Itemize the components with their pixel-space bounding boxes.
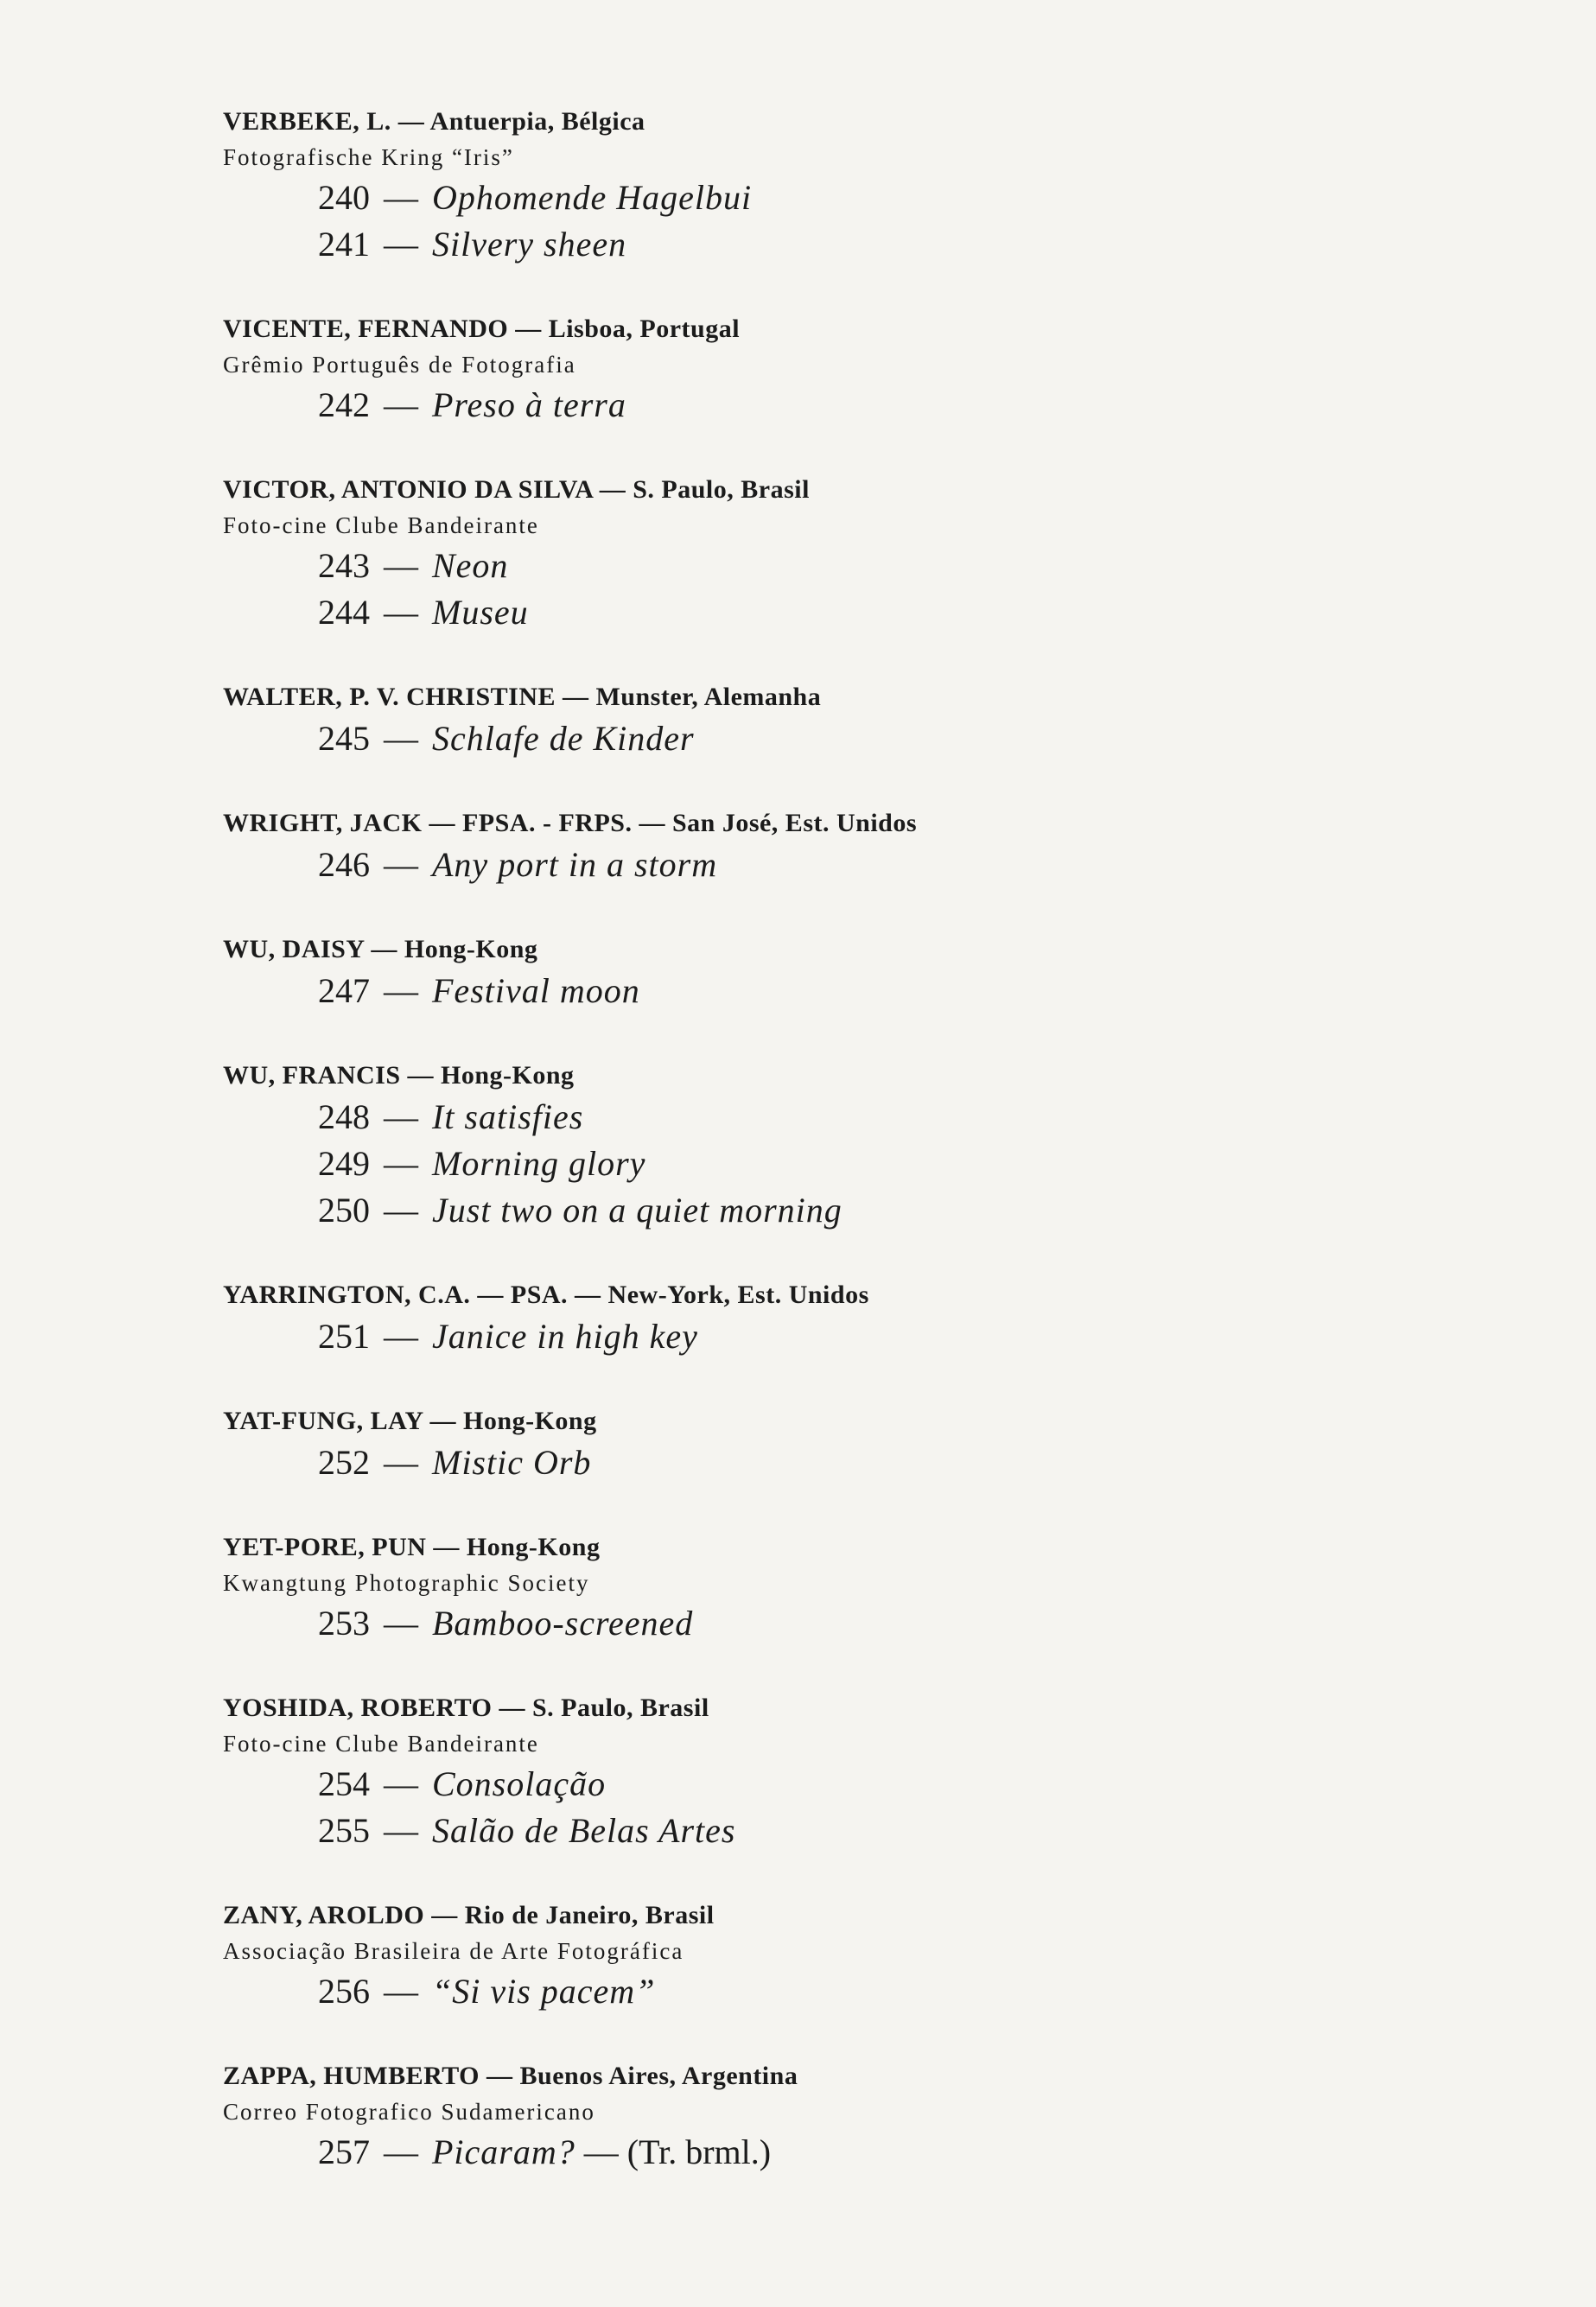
work-item bbox=[223, 2129, 1346, 2176]
work-number: 253 bbox=[318, 1604, 370, 1643]
work-item bbox=[223, 1968, 1346, 2015]
dash-separator: — bbox=[384, 1144, 418, 1183]
entry-author: WALTER, P. V. CHRISTINE — Munster, Alemanha bbox=[223, 683, 822, 711]
work-number: 256 bbox=[318, 1972, 370, 2011]
work-note: — (Tr. brml.) bbox=[583, 2132, 772, 2171]
work-number: 254 bbox=[318, 1764, 370, 1803]
entry-author: VERBEKE, L. — Antuerpia, Bélgica bbox=[223, 107, 645, 136]
entry-author: VICTOR, ANTONIO DA SILVA — S. Paulo, Brasil bbox=[223, 475, 810, 504]
work-number: 250 bbox=[318, 1191, 370, 1230]
catalog-entry bbox=[223, 1403, 1346, 1486]
work-item bbox=[223, 221, 1346, 268]
entry-author: WU, FRANCIS — Hong-Kong bbox=[223, 1061, 575, 1090]
work-title: Morning glory bbox=[432, 1144, 646, 1183]
dash-separator: — bbox=[384, 1811, 418, 1850]
work-item bbox=[223, 382, 1346, 429]
work-title: Preso à terra bbox=[432, 385, 626, 424]
work-number: 243 bbox=[318, 546, 370, 585]
work-item bbox=[223, 715, 1346, 762]
dash-separator: — bbox=[384, 1972, 418, 2011]
work-item bbox=[223, 1600, 1346, 1647]
entry-organization: Kwangtung Photographic Society bbox=[223, 1570, 590, 1596]
catalog-entry bbox=[223, 805, 1346, 888]
entry-organization: Foto-cine Clube Bandeirante bbox=[223, 512, 539, 538]
work-title: Neon bbox=[432, 546, 509, 585]
catalog-entry bbox=[223, 2058, 1346, 2176]
work-number: 247 bbox=[318, 971, 370, 1010]
work-number: 242 bbox=[318, 385, 370, 424]
catalog-entry bbox=[223, 1529, 1346, 1647]
work-title: Janice in high key bbox=[432, 1317, 698, 1356]
work-title: Ophomende Hagelbui bbox=[432, 178, 753, 217]
work-number: 249 bbox=[318, 1144, 370, 1183]
work-title: Just two on a quiet morning bbox=[432, 1191, 843, 1230]
work-number: 240 bbox=[318, 178, 370, 217]
work-item bbox=[223, 1094, 1346, 1141]
work-number: 245 bbox=[318, 719, 370, 758]
entry-organization: Foto-cine Clube Bandeirante bbox=[223, 1731, 539, 1757]
work-number: 241 bbox=[318, 225, 370, 264]
work-title: Any port in a storm bbox=[432, 845, 718, 884]
entries-list bbox=[223, 104, 1346, 2219]
work-title: Picaram? bbox=[432, 2132, 575, 2171]
catalog-entry bbox=[223, 1690, 1346, 1854]
dash-separator: — bbox=[384, 178, 418, 217]
catalog-entry bbox=[223, 1897, 1346, 2015]
catalog-entry bbox=[223, 472, 1346, 636]
catalog-entry bbox=[223, 679, 1346, 762]
work-item bbox=[223, 842, 1346, 888]
catalog-entry bbox=[223, 931, 1346, 1014]
work-item bbox=[223, 589, 1346, 636]
dash-separator: — bbox=[384, 1317, 418, 1356]
dash-separator: — bbox=[384, 1443, 418, 1482]
work-title: Schlafe de Kinder bbox=[432, 719, 695, 758]
dash-separator: — bbox=[384, 971, 418, 1010]
work-item bbox=[223, 1808, 1346, 1854]
work-number: 251 bbox=[318, 1317, 370, 1356]
entry-organization: Grêmio Português de Fotografia bbox=[223, 352, 576, 378]
work-title: Consolação bbox=[432, 1764, 607, 1803]
dash-separator: — bbox=[384, 845, 418, 884]
entry-author: WU, DAISY — Hong-Kong bbox=[223, 935, 538, 963]
work-title: Silvery sheen bbox=[432, 225, 627, 264]
entry-organization: Correo Fotografico Sudamericano bbox=[223, 2099, 595, 2125]
work-number: 244 bbox=[318, 593, 370, 632]
dash-separator: — bbox=[384, 593, 418, 632]
work-number: 248 bbox=[318, 1097, 370, 1136]
entry-organization: Associação Brasileira de Arte Fotográfica bbox=[223, 1938, 684, 1964]
dash-separator: — bbox=[384, 1191, 418, 1230]
work-number: 257 bbox=[318, 2132, 370, 2171]
work-title: It satisfies bbox=[432, 1097, 584, 1136]
entry-author: YET-PORE, PUN — Hong-Kong bbox=[223, 1533, 601, 1561]
work-title: Bamboo-screened bbox=[432, 1604, 694, 1643]
work-number: 246 bbox=[318, 845, 370, 884]
catalog-entry bbox=[223, 311, 1346, 429]
catalog-entry bbox=[223, 1277, 1346, 1360]
work-title: Museu bbox=[432, 593, 529, 632]
dash-separator: — bbox=[384, 2132, 418, 2171]
dash-separator: — bbox=[384, 546, 418, 585]
entry-author: ZANY, AROLDO — Rio de Janeiro, Brasil bbox=[223, 1901, 715, 1929]
catalog-entry bbox=[223, 1058, 1346, 1234]
work-title: Salão de Belas Artes bbox=[432, 1811, 736, 1850]
entry-author: WRIGHT, JACK — FPSA. - FRPS. — San José, Est. Unidos bbox=[223, 809, 918, 837]
dash-separator: — bbox=[384, 385, 418, 424]
dash-separator: — bbox=[384, 1764, 418, 1803]
entry-author: YARRINGTON, C.A. — PSA. — New-York, Est. Unidos bbox=[223, 1281, 869, 1309]
work-title: Festival moon bbox=[432, 971, 640, 1010]
work-number: 252 bbox=[318, 1443, 370, 1482]
dash-separator: — bbox=[384, 1097, 418, 1136]
dash-separator: — bbox=[384, 1604, 418, 1643]
work-item bbox=[223, 543, 1346, 589]
work-item bbox=[223, 968, 1346, 1014]
entry-author: VICENTE, FERNANDO — Lisboa, Portugal bbox=[223, 315, 741, 343]
work-item bbox=[223, 1439, 1346, 1486]
work-item bbox=[223, 1187, 1346, 1234]
entry-organization: Fotografische Kring “Iris” bbox=[223, 144, 514, 170]
catalog-entry bbox=[223, 104, 1346, 268]
work-item bbox=[223, 1761, 1346, 1808]
work-title: “Si vis pacem” bbox=[432, 1972, 656, 2011]
entry-author: ZAPPA, HUMBERTO — Buenos Aires, Argentina bbox=[223, 2062, 798, 2090]
work-item bbox=[223, 175, 1346, 221]
dash-separator: — bbox=[384, 719, 418, 758]
work-item bbox=[223, 1141, 1346, 1187]
work-title: Mistic Orb bbox=[432, 1443, 592, 1482]
work-number: 255 bbox=[318, 1811, 370, 1850]
dash-separator: — bbox=[384, 225, 418, 264]
work-item bbox=[223, 1313, 1346, 1360]
entry-author: YAT-FUNG, LAY — Hong-Kong bbox=[223, 1407, 597, 1435]
entry-author: YOSHIDA, ROBERTO — S. Paulo, Brasil bbox=[223, 1694, 709, 1722]
